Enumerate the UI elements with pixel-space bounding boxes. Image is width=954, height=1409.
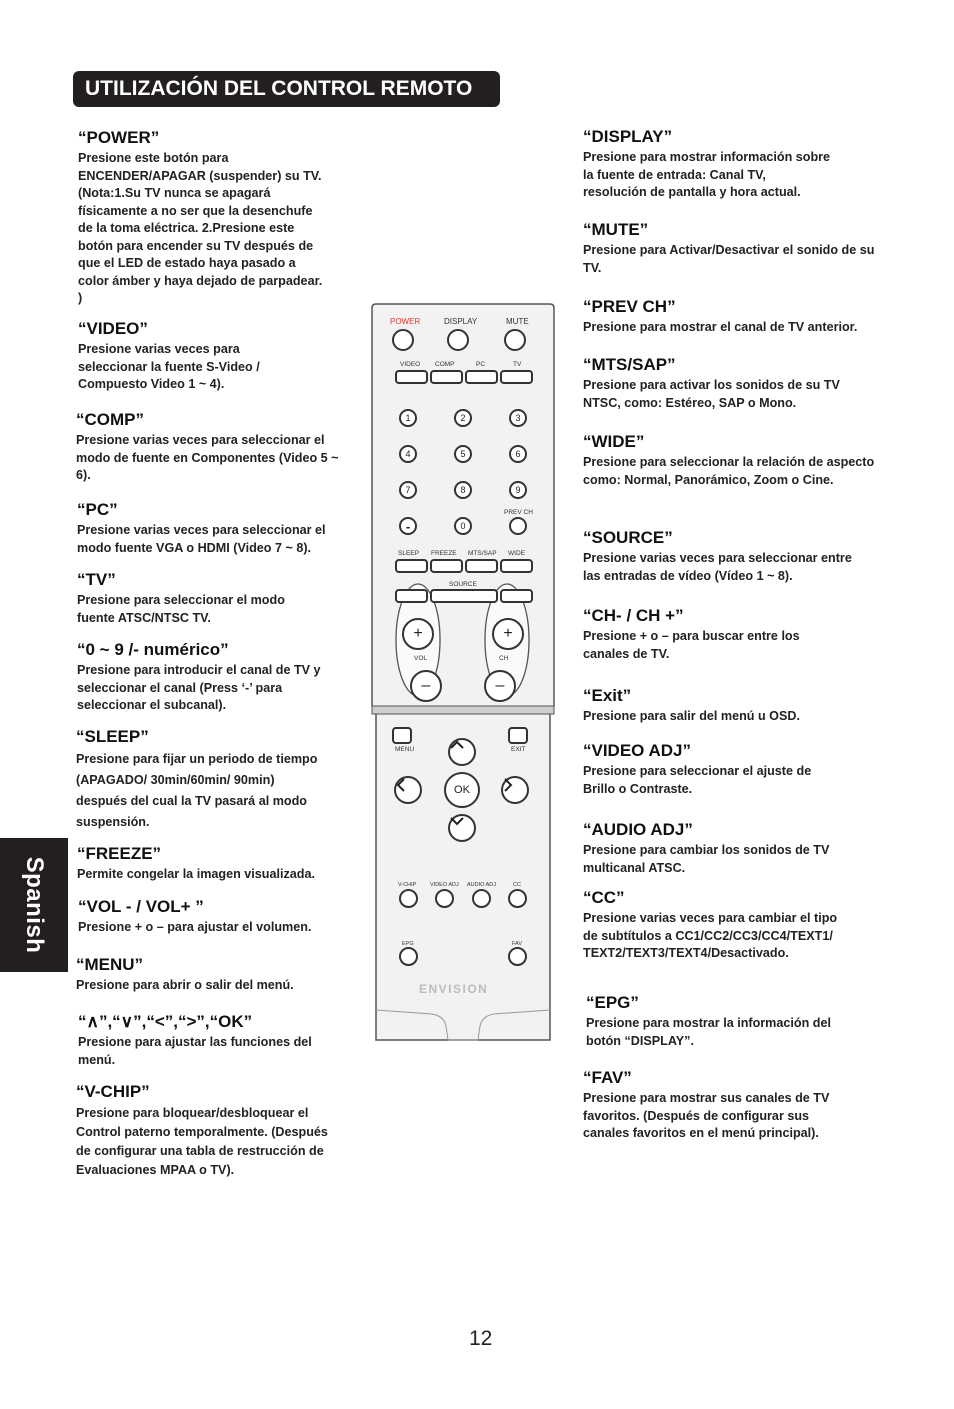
item-freeze [77,844,347,884]
up-button[interactable] [448,738,476,766]
vol-up-button[interactable]: + [402,618,434,650]
item-fav [583,1068,848,1143]
item-title: “AUDIO ADJ” [583,820,693,839]
item-title: “V-CHIP” [76,1082,150,1101]
mute-button[interactable] [504,329,526,351]
power-button[interactable] [392,329,414,351]
number-9-button[interactable]: 9 [509,481,527,499]
item-menu [76,955,346,995]
wide-button[interactable] [500,559,533,573]
dash-button[interactable]: - [399,517,417,535]
item-title: “PC” [77,500,118,519]
menu-label: MENU [395,746,415,753]
source-label: SOURCE [449,581,477,588]
fav-button[interactable] [508,947,527,966]
number-8-button[interactable]: 8 [454,481,472,499]
item-desc: Presione para cambiar los sonidos de TV multicanal ATSC. [583,843,830,875]
comp-button[interactable] [430,370,463,384]
ch-down-button[interactable]: – [484,670,516,702]
chevron-down-icon [450,816,464,826]
item-desc: Presione para seleccionar la relación de aspecto como: Normal, Panorámico, Zoom o Cine. [583,455,875,487]
epg-label: EPG [402,941,414,947]
freeze-label: FREEZE [431,550,457,557]
item-mute [583,220,883,277]
video-label: VIDEO [400,361,421,368]
language-tab-label: Spanish [21,856,48,954]
comp-label: COMP [435,361,455,368]
item-sleep [76,727,326,833]
item-title: “DISPLAY” [583,127,673,146]
ch-label: CH [499,655,509,662]
item-desc: Presione para seleccionar el ajuste de Brillo o Contraste. [583,764,812,796]
video-adj-button[interactable] [435,889,454,908]
item-title: “SOURCE” [583,528,673,547]
item-title: “CH- / CH +” [583,606,684,625]
ch-up-button[interactable]: + [492,618,524,650]
chevron-left-icon [396,778,406,792]
item-desc: Presione para mostrar la información del botón “DISPLAY”. [586,1016,831,1048]
item-source [583,528,858,585]
item-title: “PREV CH” [583,297,676,316]
item-wide [583,432,883,489]
number-7-button[interactable]: 7 [399,481,417,499]
item-desc: Presione para ajustar las funciones del menú. [78,1035,312,1067]
item-desc: Presione para mostrar sus canales de TV favoritos. (Después de configurar sus canales favoritos en el menú principal). [583,1091,830,1140]
item-title: “MENU” [76,955,144,974]
vol-label: VOL [414,655,428,662]
item-title: “EPG” [586,993,639,1012]
item-vchip [76,1082,341,1180]
number-2-button[interactable]: 2 [454,409,472,427]
item-desc: Presione varias veces para seleccionar el modo de fuente en Componentes (Video 5 ~ 6). [76,433,339,482]
vchip-label: V-CHIP [398,882,417,888]
pc-button[interactable] [465,370,498,384]
item-desc: Presione este botón para ENCENDER/APAGAR (suspender) su TV. (Nota:1.Su TV nunca se apagará físicamente a no ser que la desenchufe de la toma eléctrica. 2.Presione este botón para encender su TV después de que el LED de estado haya pasado a color ámber y haya dejado de parpadear. ) [78,151,323,305]
power-label: POWER [390,317,421,326]
number-6-button[interactable]: 6 [509,445,527,463]
item-power [78,128,328,308]
item-desc: Presione para mostrar información sobre la fuente de entrada: Canal TV, resolución de pantalla y hora actual. [583,150,831,199]
wide-label: WIDE [508,550,525,557]
item-desc: Presione para bloquear/desbloquear el Control paterno temporalmente. (Después de configurar una tabla de restrucción de Evaluaciones MPAA o TV). [76,1106,328,1177]
source-left-button[interactable] [395,589,428,603]
item-desc: Presione varias veces para cambiar el tipo de subtítulos a CC1/CC2/CC3/CC4/TEXT1/ TEXT2/TEXT3/TEXT4/Desactivado. [583,911,838,960]
item-comp [76,410,348,485]
ok-button[interactable]: OK [444,772,480,808]
freeze-button[interactable] [430,559,463,573]
display-label: DISPLAY [444,317,478,326]
item-title: “VIDEO ADJ” [583,741,692,760]
item-epg [586,993,841,1050]
language-tab [0,838,68,972]
item-title: “MTS/SAP” [583,355,676,374]
item-ch [583,606,843,663]
item-title: “MUTE” [583,220,649,239]
page-number: 12 [469,1327,493,1350]
item-title: “POWER” [78,128,160,147]
item-desc: Presione para Activar/Desactivar el sonido de su TV. [583,243,875,275]
audio-adj-button[interactable] [472,889,491,908]
video-adj-label: VIDEO ADJ [430,882,459,888]
exit-label: EXIT [511,746,526,753]
item-tv [77,570,317,627]
item-desc: Presione + o – para buscar entre los canales de TV. [583,629,800,661]
item-desc: Presione para seleccionar el modo fuente ATSC/NTSC TV. [77,593,285,625]
item-desc: Presione para salir del menú u OSD. [583,709,800,723]
chevron-right-icon [503,778,513,792]
item-mtssap [583,355,848,412]
item-title: “CC” [583,888,625,907]
cc-button[interactable] [508,889,527,908]
tv-button[interactable] [500,370,533,384]
item-video [78,319,308,394]
video-button[interactable] [395,370,428,384]
item-desc: Presione varias veces para seleccionar entre las entradas de vídeo (Vídeo 1 ~ 8). [583,551,852,583]
item-title: “WIDE” [583,432,645,451]
mts-sap-button[interactable] [465,559,498,573]
item-desc: Permite congelar la imagen visualizada. [77,867,315,881]
source-button[interactable] [430,589,498,603]
item-desc: Presione para mostrar el canal de TV anterior. [583,320,858,334]
fav-label: FAV [512,941,522,947]
item-exit [583,686,843,726]
item-numeric [77,640,347,715]
menu-button[interactable] [392,727,412,744]
cc-label: CC [513,882,521,888]
item-title: “0 ~ 9 /- numérico” [77,640,229,659]
page-title: UTILIZACIÓN DEL CONTROL REMOTO [73,71,500,107]
item-audioadj [583,820,843,877]
item-cc [583,888,843,963]
audio-adj-label: AUDIO ADJ [467,882,497,888]
item-pc [77,500,352,557]
item-title: “∧”,“∨”,“<”,“>”,“OK” [78,1012,253,1031]
item-display [583,127,833,202]
prev-ch-button[interactable] [509,517,527,535]
number-0-button[interactable]: 0 [454,517,472,535]
brand-logo: ENVISION [419,982,489,996]
item-nav [78,1012,340,1069]
item-title: “COMP” [76,410,144,429]
right-button[interactable] [501,776,529,804]
chevron-up-icon [450,740,464,750]
vchip-button[interactable] [399,889,418,908]
pc-label: PC [476,361,486,368]
number-4-button[interactable]: 4 [399,445,417,463]
number-1-button[interactable]: 1 [399,409,417,427]
prev-ch-label: PREV CH [504,509,533,516]
down-button[interactable] [448,814,476,842]
source-right-button[interactable] [500,589,533,603]
item-title: “VOL - / VOL+ ” [78,897,204,916]
item-desc: Presione varias veces para seleccionar el modo fuente VGA o HDMI (Video 7 ~ 8). [77,523,326,555]
sleep-button[interactable] [395,559,428,573]
number-3-button[interactable]: 3 [509,409,527,427]
display-button[interactable] [447,329,469,351]
mute-label: MUTE [506,317,529,326]
item-title: “FREEZE” [77,844,162,863]
item-title: “TV” [77,570,116,589]
item-title: “FAV” [583,1068,632,1087]
item-title: “Exit” [583,686,632,705]
number-5-button[interactable]: 5 [454,445,472,463]
left-button[interactable] [394,776,422,804]
item-title: “VIDEO” [78,319,148,338]
sleep-label: SLEEP [398,550,419,557]
item-desc: Presione para introducir el canal de TV y seleccionar el canal (Press ‘-’ para seleccionar el subcanal). [77,663,321,712]
item-desc: Presione para fijar un periodo de tiempo (APAGADO/ 30min/60min/ 90min) después del cual la TV pasará al modo suspensión. [76,752,318,829]
item-desc: Presione para activar los sonidos de su TV NTSC, como: Estéreo, SAP o Mono. [583,378,840,410]
item-prevch [583,297,893,337]
item-desc: Presione + o – para ajustar el volumen. [78,920,312,934]
vol-down-button[interactable]: – [410,670,442,702]
item-desc: Presione para abrir o salir del menú. [76,978,294,992]
remote-control-illustration [370,302,556,1047]
item-vol [78,897,348,937]
item-videoadj [583,741,843,798]
item-title: “SLEEP” [76,727,149,746]
exit-button[interactable] [508,727,528,744]
tv-label: TV [513,361,522,368]
item-desc: Presione varias veces para seleccionar la fuente S-Video / Compuesto Video 1 ~ 4). [78,342,260,391]
epg-button[interactable] [399,947,418,966]
mts-sap-label: MTS/SAP [468,550,497,557]
